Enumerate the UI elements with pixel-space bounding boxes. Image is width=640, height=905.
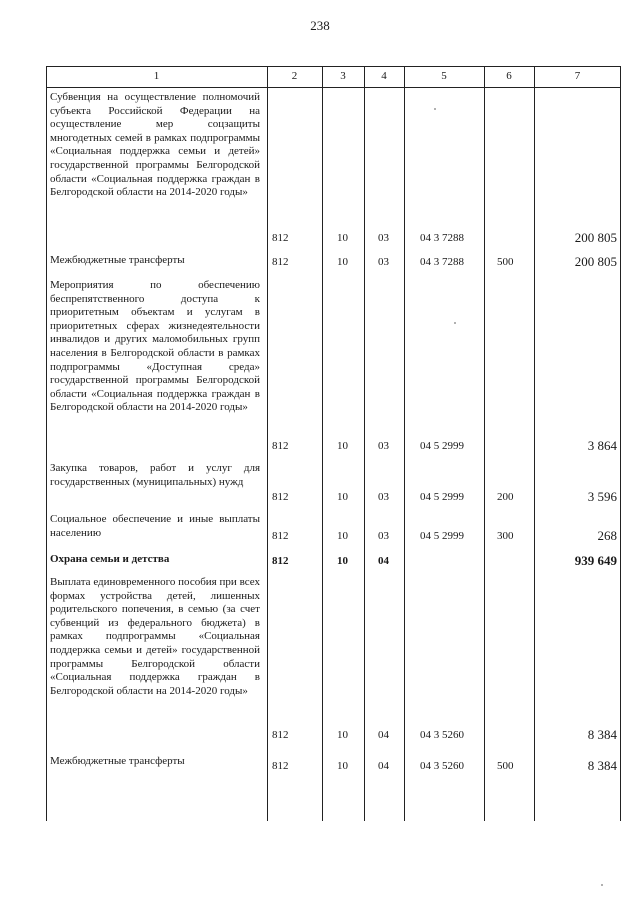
cell-col-5: 04 3 7288 [420,232,464,244]
column-divider [267,66,268,821]
column-header-2: 2 [291,70,298,82]
column-header-6: 6 [506,70,512,82]
cell-col-3: 10 [337,491,348,503]
page-number: 238 [310,18,330,33]
row-description: Закупка товаров, работ и услуг для государственных (муниципальных) нужд [50,462,260,488]
scan-speck [601,884,603,886]
cell-col-4: 03 [378,530,389,542]
cell-col-3: 10 [337,555,348,567]
cell-col-2: 812 [272,760,289,772]
column-header-1: 1 [153,70,160,82]
cell-col-4: 04 [378,760,389,772]
cell-col-6: 200 [497,491,514,503]
cell-amount: 939 649 [574,553,617,568]
cell-col-2: 812 [272,440,289,452]
section-heading: Охрана семьи и детства [50,553,170,565]
cell-col-5: 04 3 5260 [420,729,464,741]
cell-col-3: 10 [337,729,348,741]
cell-col-6: 500 [497,256,514,268]
cell-col-2: 812 [272,256,289,268]
cell-col-4: 03 [378,440,389,452]
cell-col-5: 04 5 2999 [420,491,464,503]
cell-col-3: 10 [337,530,348,542]
cell-col-3: 10 [337,232,348,244]
row-description: Межбюджетные трансферты [50,254,185,266]
cell-amount: 8 384 [587,758,617,773]
row-description: Субвенция на осуществление полномочий субъекта Российской Федерации на осуществление мер соцзащиты многодетных семей в рамках подпрограммы «Социальная поддержка семьи и детей» государственной программы Белгородской области «Социальная поддержка граждан в Белгородской области на 2014-2020 годы» [50,91,260,199]
column-divider [484,66,485,821]
column-divider [322,66,323,821]
cell-col-4: 03 [378,491,389,503]
row-description: Социальное обеспечение и иные выплаты населению [50,513,260,539]
cell-amount: 8 384 [587,727,617,742]
column-header-7: 7 [574,70,581,82]
cell-col-3: 10 [337,760,348,772]
cell-col-3: 10 [337,256,348,268]
cell-col-2: 812 [272,530,289,542]
cell-col-4: 04 [378,729,389,741]
cell-amount: 3 864 [587,438,617,453]
cell-col-5: 04 5 2999 [420,530,464,542]
scan-speck [454,322,456,324]
column-header-5: 5 [441,70,447,82]
cell-col-2: 812 [272,491,289,503]
row-description: Мероприятия по обеспечению беспрепятственного доступа к приоритетным объектам и услугам в приоритетных сферах жизнедеятельности инвалидов и других маломобильных групп населения в Белгородской области в рамках подпрограммы «Доступная среда» государственной программы Белгородской области «Социальная поддержка граждан в Белгородской области на 2014-2020 годы» [50,279,260,414]
scan-speck [434,108,436,110]
cell-col-6: 500 [497,760,514,772]
cell-col-5: 04 5 2999 [420,440,464,452]
cell-col-5: 04 3 5260 [420,760,464,772]
column-header-3: 3 [340,70,346,82]
cell-col-3: 10 [337,440,348,452]
cell-col-2: 812 [272,232,289,244]
column-header-4: 4 [381,70,387,82]
cell-amount: 268 [597,528,617,543]
row-description: Межбюджетные трансферты [50,755,185,767]
cell-amount: 3 596 [587,489,617,504]
cell-amount: 200 805 [574,254,617,269]
column-divider [404,66,405,821]
cell-col-2: 812 [272,729,289,741]
cell-col-6: 300 [497,530,514,542]
cell-col-4: 03 [378,256,389,268]
column-divider [364,66,365,821]
cell-col-2: 812 [272,555,289,567]
row-description: Выплата единовременного пособия при всех формах устройства детей, лишенных родительского попечения, в семью (за счет субвенций из федерального бюджета) в рамках подпрограммы «Социальная поддержка семьи и детей» государственной программы Белгородской области «Социальная поддержка граждан в Белгородской области на 2014-2020 годы» [50,576,260,697]
cell-col-4: 04 [378,555,389,567]
cell-col-4: 03 [378,232,389,244]
cell-col-5: 04 3 7288 [420,256,464,268]
column-divider [534,66,535,821]
cell-amount: 200 805 [574,230,617,245]
